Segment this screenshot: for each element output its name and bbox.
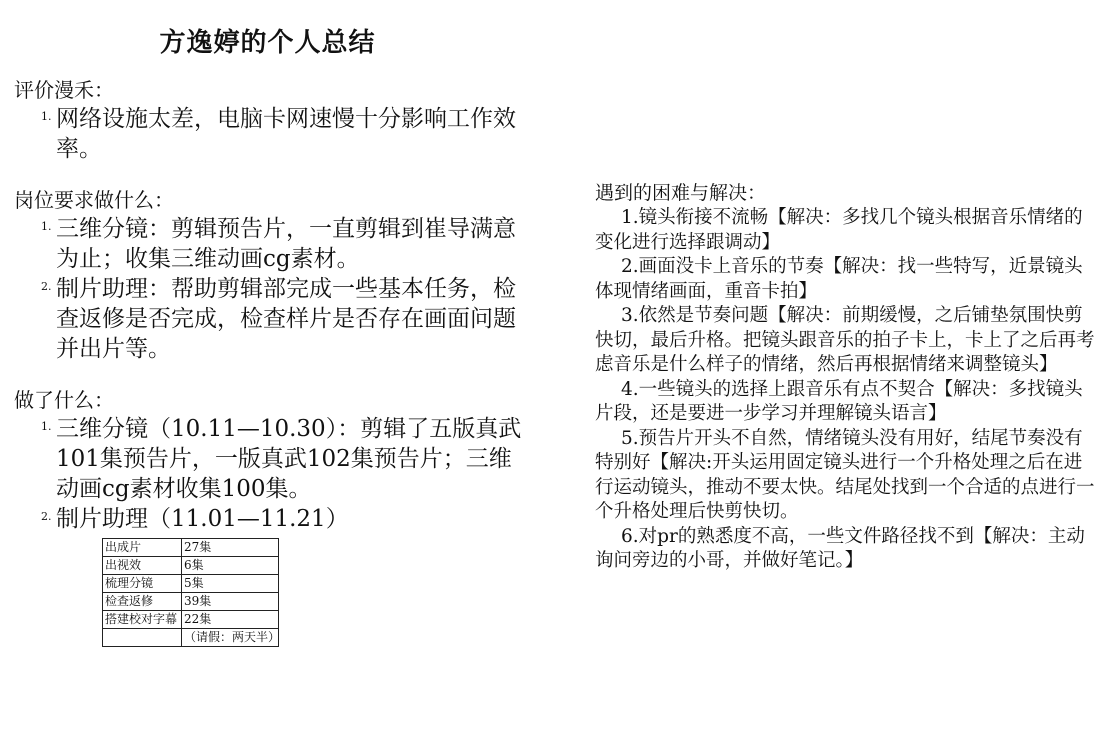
table-row [103,557,279,575]
done-section [14,386,529,647]
table-row [103,629,279,647]
left-column [14,76,529,669]
stats-table [102,538,279,647]
difficulty-item: 5.预告片开头不自然，情绪镜头没有用好，结尾节奏没有特别好【解决:开头运用固定镜头进行一个升格处理之后在进行运动镜头，推动不要太快。结尾处找到一个合适的点进行一个升格处理后快剪快切。 [595,427,1095,522]
right-column [595,180,1095,574]
table-cell-label: 出成片 [103,539,182,557]
table-cell-label: 梳理分镜 [103,575,182,593]
list-number: 1. [41,420,52,433]
table-row [103,575,279,593]
list-item-text: 制片助理：帮助剪辑部完成一些基本任务，检查返修是否完成，检查样片是否存在画面问题并出片等。 [56,276,516,362]
difficulty-item: 2.画面没卡上音乐的节奏【解决：找一些特写，近景镜头体现情绪画面，重音卡拍】 [595,256,1083,302]
table-cell-value: 6集 [182,557,279,575]
list-item-text: 三维分镜（10.11—10.30）：剪辑了五版真武101集预告片，一版真武102集预告片；三维动画cg素材收集100集。 [56,416,522,502]
list-item [14,504,529,534]
table-row [103,539,279,557]
list-item [14,104,529,164]
table-cell-label [103,629,182,647]
list-number: 1. [41,110,52,123]
table-cell-label: 检查返修 [103,593,182,611]
table-cell-value: 27集 [182,539,279,557]
list-item-text: 网络设施太差，电脑卡网速慢十分影响工作效率。 [56,106,516,162]
list-number: 2. [41,280,52,293]
list-number: 2. [41,510,52,523]
page-title: 方逸婷的个人总结 [159,28,376,58]
list-number: 1. [41,220,52,233]
table-cell-value: 22集 [182,611,279,629]
evaluation-section [14,76,529,164]
table-row [103,593,279,611]
table-cell-value: （请假：两天半） [182,629,279,647]
table-cell-label: 出视效 [103,557,182,575]
table-cell-value: 39集 [182,593,279,611]
evaluation-heading: 评价漫禾： [14,78,114,102]
difficulty-item: 3.依然是节奏问题【解决：前期缓慢，之后铺垫氛围快剪快切，最后升格。把镜头跟音乐的拍子卡上，卡上了之后再考虑音乐是什么样子的情绪，然后再根据情绪来调整镜头】 [595,305,1095,375]
difficulty-item: 6.对pr的熟悉度不高，一些文件路径找不到【解决：主动询问旁边的小哥，并做好笔记。】 [595,525,1085,571]
requirements-section [14,186,529,364]
table-cell-value: 5集 [182,575,279,593]
list-item [14,274,529,364]
list-item [14,414,529,504]
list-item-text: 三维分镜：剪辑预告片，一直剪辑到崔导满意为止；收集三维动画cg素材。 [56,216,516,272]
difficulty-item: 1.镜头衔接不流畅【解决：多找几个镜头根据音乐情绪的变化进行选择跟调动】 [595,207,1083,253]
difficulties-heading: 遇到的困难与解决： [595,182,767,204]
table-row [103,611,279,629]
difficulty-item: 4.一些镜头的选择上跟音乐有点不契合【解决：多找镜头片段，还是要进一步学习并理解镜头语言】 [595,378,1083,424]
table-cell-label: 搭建校对字幕 [103,611,182,629]
requirements-heading: 岗位要求做什么： [14,188,174,212]
list-item [14,214,529,274]
done-heading: 做了什么： [14,388,114,412]
list-item-text: 制片助理（11.01—11.21） [56,506,349,532]
